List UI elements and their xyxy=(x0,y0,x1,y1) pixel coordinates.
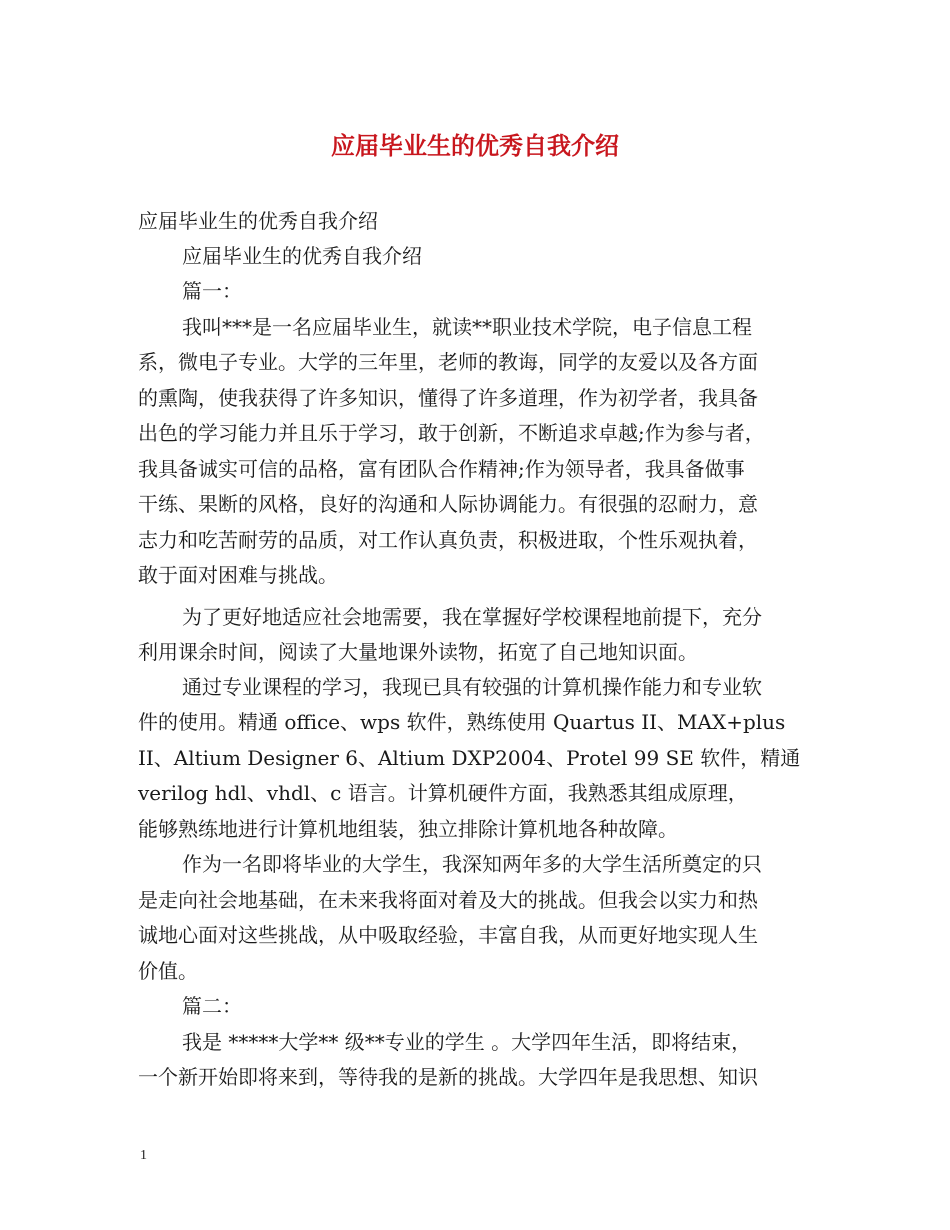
body-line: 为了更好地适应社会地需要，我在掌握好学校课程地前提下，充分 xyxy=(182,605,762,629)
body-line: 利用课余时间，阅读了大量地课外读物，拓宽了自己地知识面。 xyxy=(138,640,698,664)
section-heading: 篇一： xyxy=(182,279,242,303)
body-line: 我具备诚实可信的品格，富有团队合作精神;作为领导者，我具备做事 xyxy=(138,457,745,481)
body-line: 作为一名即将毕业的大学生，我深知两年多的大学生活所奠定的只 xyxy=(182,852,762,876)
body-line: 系，微电子专业。大学的三年里，老师的教诲，同学的友爱以及各方面 xyxy=(138,350,758,374)
body-line: 应届毕业生的优秀自我介绍 xyxy=(138,209,378,233)
body-line: 敢于面对困难与挑战。 xyxy=(138,563,338,587)
body-line: 价值。 xyxy=(138,959,198,983)
body-line: 干练、果断的风格，良好的沟通和人际协调能力。有很强的忍耐力，意 xyxy=(138,492,758,516)
body-line: 我是 *****大学** 级**专业的学生 。大学四年生活，即将结束， xyxy=(182,1030,752,1054)
document-title: 应届毕业生的优秀自我介绍 xyxy=(331,131,619,160)
body-line: 我叫***是一名应届毕业生，就读**职业技术学院，电子信息工程 xyxy=(182,315,752,339)
body-line: 一个新开始即将来到，等待我的是新的挑战。大学四年是我思想、知识 xyxy=(138,1065,758,1089)
body-line: 出色的学习能力并且乐于学习，敢于创新，不断追求卓越;作为参与者， xyxy=(138,421,765,445)
body-line: 诚地心面对这些挑战，从中吸取经验，丰富自我，从而更好地实现人生 xyxy=(138,923,758,947)
body-line: 通过专业课程的学习，我现已具有较强的计算机操作能力和专业软 xyxy=(182,675,762,699)
body-line: 是走向社会地基础，在未来我将面对着及大的挑战。但我会以实力和热 xyxy=(138,888,758,912)
section-heading: 篇二： xyxy=(182,994,242,1018)
body-line: verilog hdl、vhdl、c 语言。计算机硬件方面，我熟悉其组成原理， xyxy=(138,781,748,805)
body-line: 的熏陶，使我获得了许多知识，懂得了许多道理，作为初学者，我具备 xyxy=(138,386,758,410)
page-number: 1 xyxy=(140,1148,147,1163)
body-line: 应届毕业生的优秀自我介绍 xyxy=(182,244,422,268)
body-line: II、Altium Designer 6、Altium DXP2004、Protel 99 SE 软件，精通 xyxy=(138,746,801,770)
body-line: 志力和吃苦耐劳的品质，对工作认真负责，积极进取，个性乐观执着， xyxy=(138,528,758,552)
body-line: 能够熟练地进行计算机地组装，独立排除计算机地各种故障。 xyxy=(138,817,678,841)
body-line: 件的使用。精通 office、wps 软件，熟练使用 Quartus II、MAX+plus xyxy=(138,710,786,734)
